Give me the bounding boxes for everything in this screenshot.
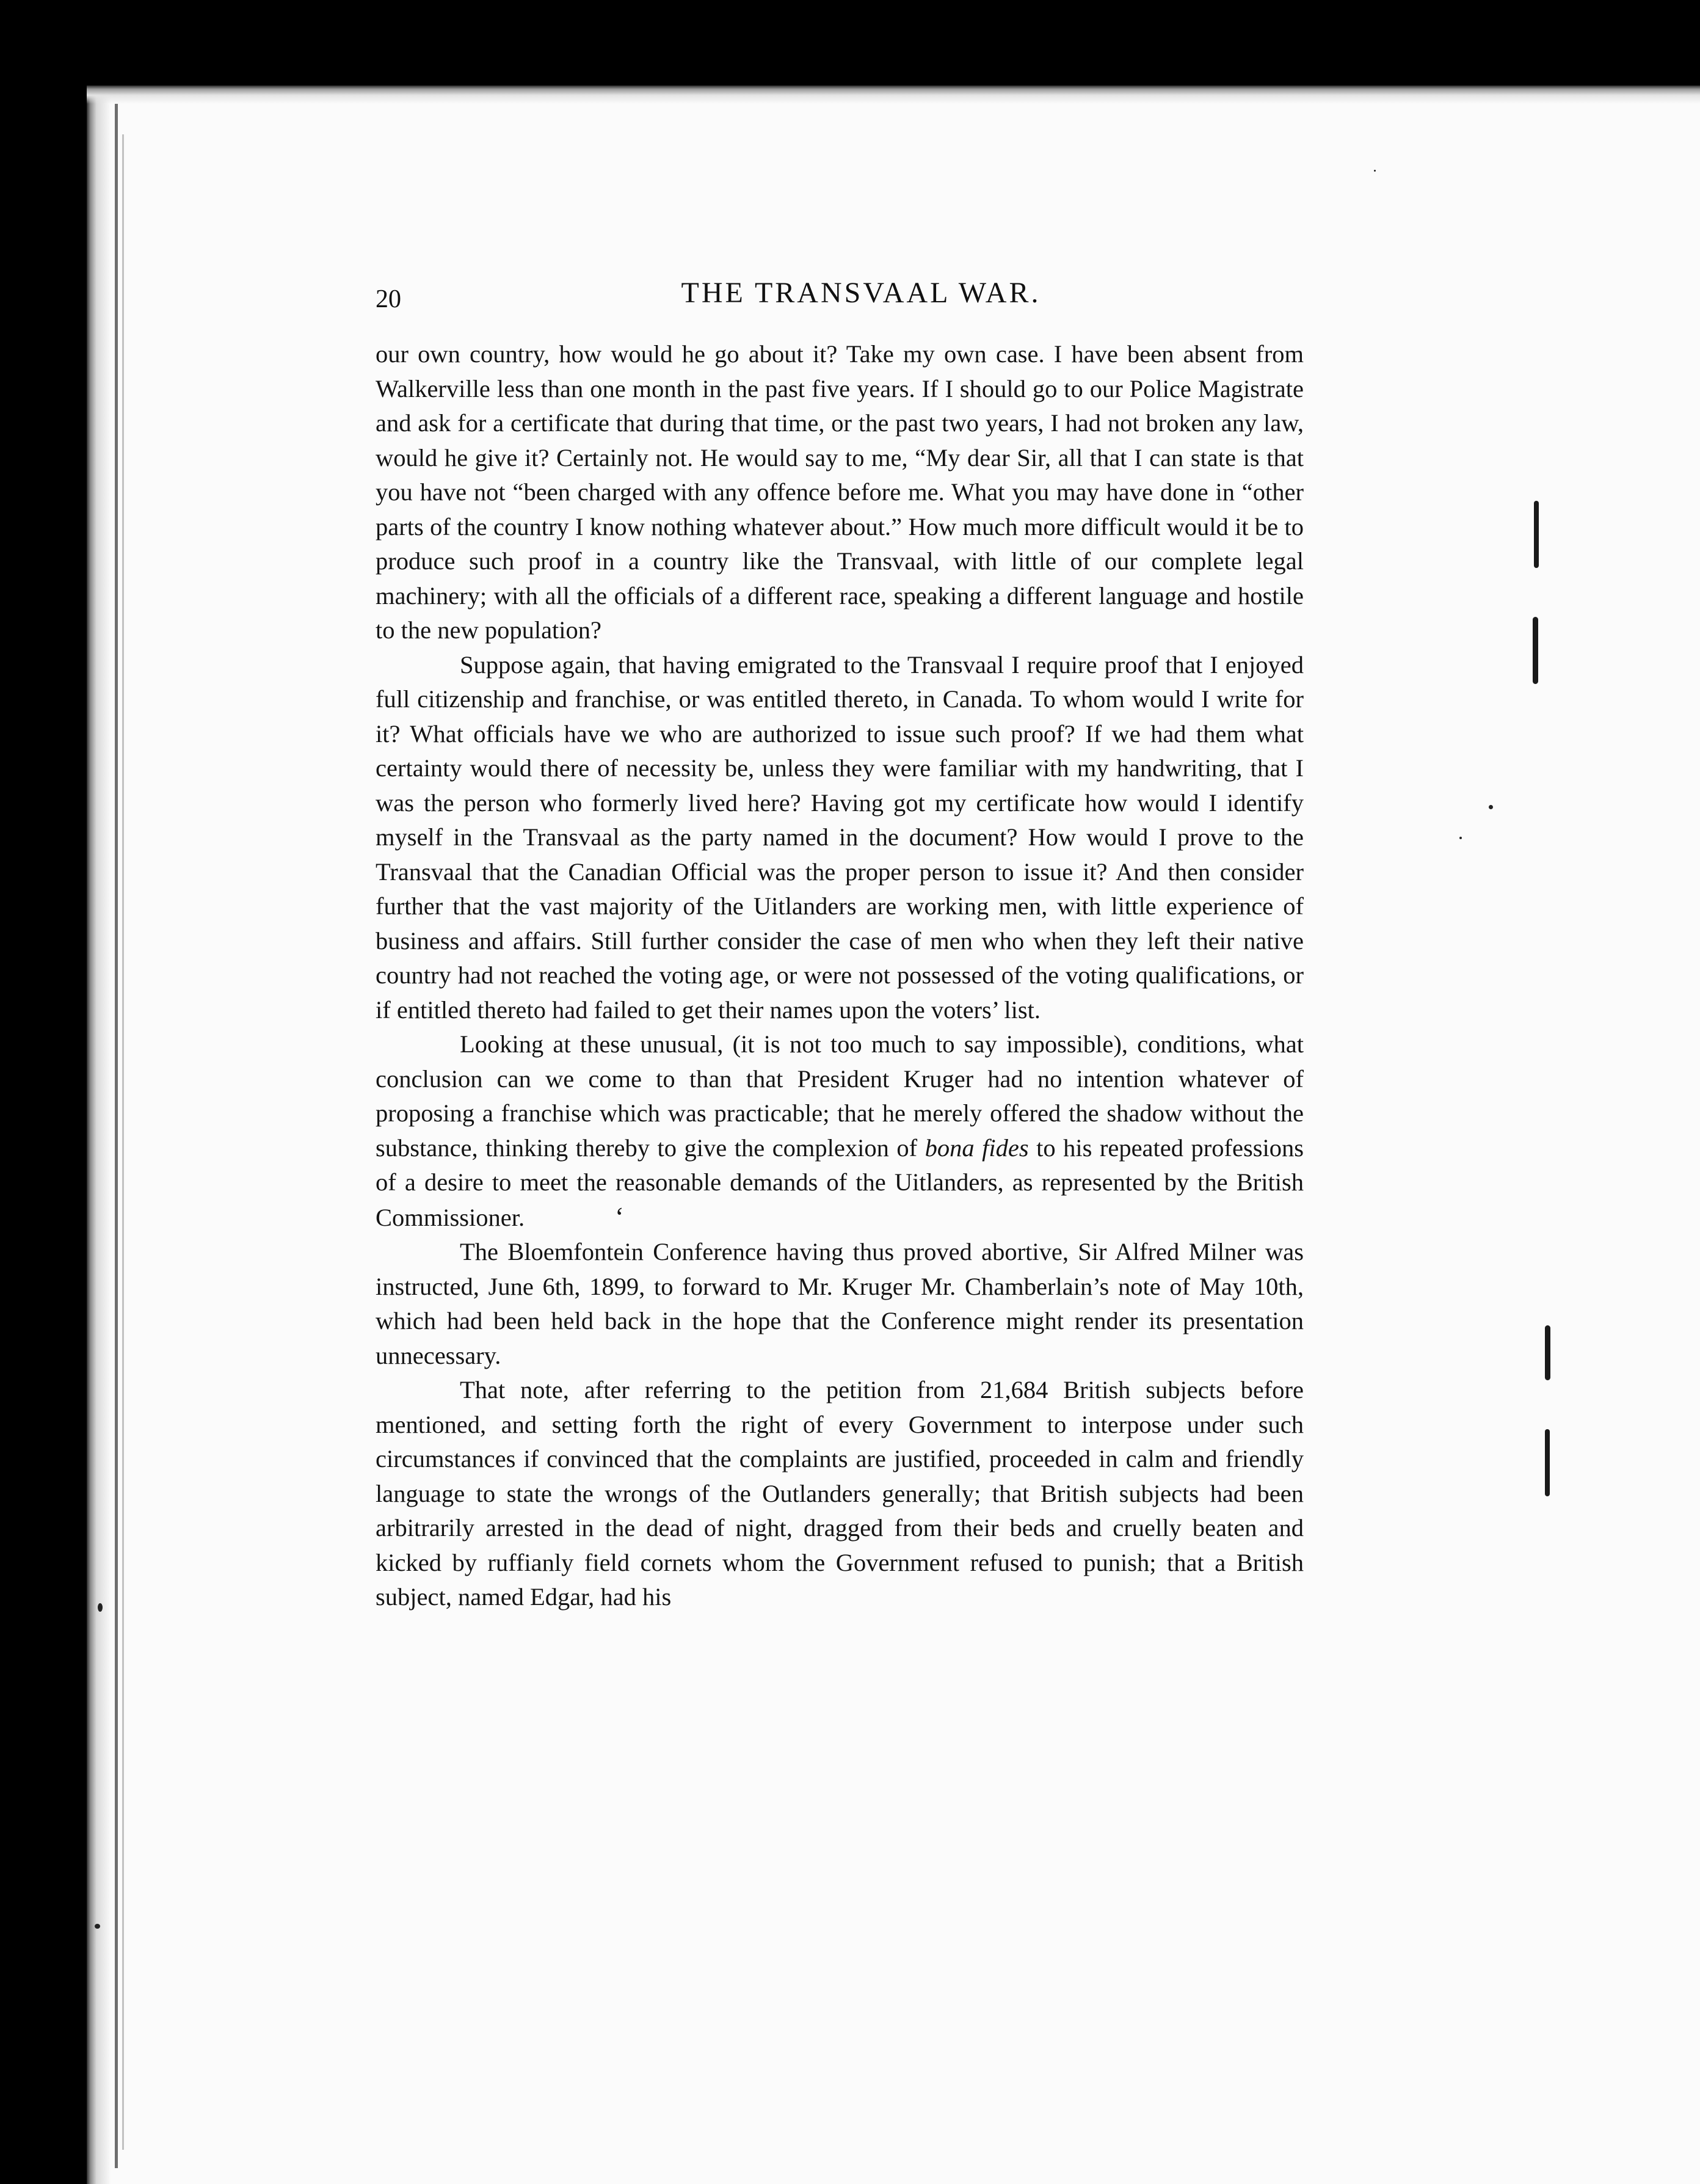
margin-curl-mark: ‘	[615, 1201, 624, 1232]
body-text	[376, 337, 1304, 1615]
paper-speck-1	[1489, 805, 1493, 809]
margin-tick-3	[1545, 1325, 1550, 1380]
page-number: 20	[376, 285, 401, 313]
page-left-shadow	[87, 86, 111, 2184]
paragraph-3-text: Looking at these unusual, (it is not too much to say impossible), conditions, what conclusion can we come to than that President Kruger had no intention whatever of proposing a franchise which was practicable; that he merely offered the shadow without the substance, thinking thereby to give the complexion of bona fides to his repeated professions of a desire to meet the reasonable demands of the Uitlanders, as represented by the British Commissioner.	[376, 1030, 1304, 1231]
binding-crease-secondary	[122, 134, 124, 2150]
paper-speck-4	[98, 1603, 103, 1612]
paper-speck-5	[95, 1924, 100, 1929]
paragraph-4: The Bloemfontein Conference having thus proved abortive, Sir Alfred Milner was instructed, June 6th, 1899, to forward to Mr. Kruger Mr. Chamberlain’s note of May 10th, which had been held back in the hope that the Conference might render its presentation unnecessary.	[376, 1238, 1304, 1369]
page-header	[376, 276, 1346, 319]
paragraph-5: That note, after referring to the petition from 21,684 British subjects before mentioned, and setting forth the right of every Government to interpose under such circumstances if convinced that the complaints are justified, proceeded in calm and friendly language to state the wrongs of the Outlanders generally; that British subjects had been arbitrarily arrested in the dead of night, dragged from their beds and cruelly beaten and kicked by ruffianly field cornets whom the Government refused to punish; that a British subject, named Edgar, had his	[376, 1376, 1304, 1611]
paper-speck-2	[1459, 837, 1462, 839]
paper-speck-3	[1374, 170, 1376, 172]
paragraph-3	[376, 1027, 1304, 1235]
paragraph-2: Suppose again, that having emigrated to the Transvaal I require proof that I enjoyed full citizenship and franchise, or was entitled thereto, in Canada. To whom would I write for it? What officials have we who are authorized to issue such proof? If we had them what certainty would there of necessity be, unless they were familiar with my handwriting, that I was the person who formerly lived here? Having got my certificate how would I identify myself in the Transvaal as the party named in the document? How would I prove to the Transvaal that the Canadian Official was the proper person to issue it? And then consider further that the vast majority of the Uitlanders are working men, with little experience of business and affairs. Still further consider the case of men who when they left their native country had not reached the voting age, or were not possessed of the voting qualifications, or if entitled thereto had failed to get their names upon the voters’ list.	[376, 650, 1304, 1024]
italic-phrase: bona fides	[924, 1134, 1029, 1162]
margin-tick-2	[1533, 617, 1538, 684]
page-top-shadow	[87, 86, 1700, 104]
binding-crease	[115, 104, 118, 2168]
paragraph-1: our own country, how would he go about it? Take my own case. I have been absent from Walkerville less than one month in the past five years. If I should go to our Police Magistrate and ask for a certificate that during that time, or the past two years, I had not broken any law, would he give it? Certainly not. He would say to me, “My dear Sir, all that I can state is that you have not “been charged with any offence before me. What you may have done in “other parts of the country I know nothing whatever about.” How much more difficult would it be to produce such proof in a country like the Transvaal, with little of our complete legal machinery; with all the officials of a different race, speaking a different language and hostile to the new population?	[376, 340, 1304, 644]
margin-tick-1	[1534, 501, 1539, 568]
running-head: THE TRANSVAAL WAR.	[681, 277, 1041, 309]
margin-tick-4	[1545, 1429, 1550, 1496]
